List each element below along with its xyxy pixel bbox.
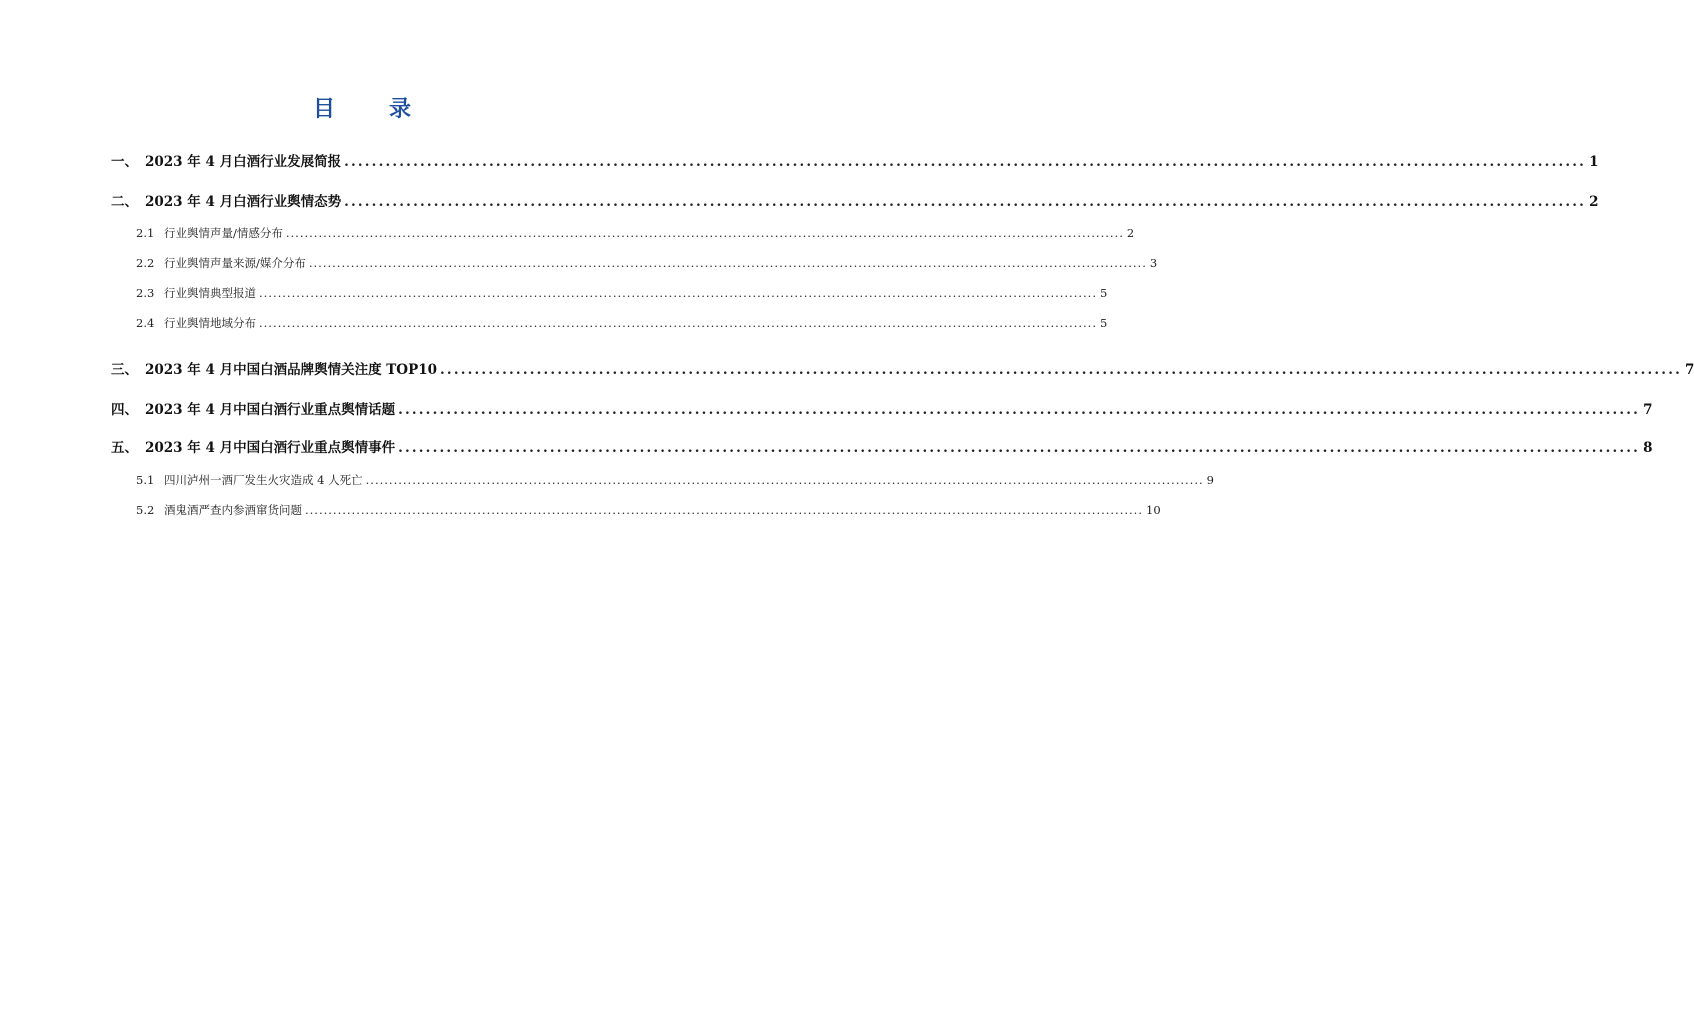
toc-entry-page: 5 bbox=[1100, 286, 1108, 300]
toc-entry-number: 四、 bbox=[111, 402, 138, 418]
toc-entry-label: 2023 年 4 月白酒行业发展简报 bbox=[145, 154, 342, 170]
toc-entry-page: 3 bbox=[1149, 256, 1158, 270]
toc-leader-dots: .................................................................................................................................................................................... bbox=[305, 503, 1143, 517]
toc-entry-number: 5.1 bbox=[136, 473, 155, 487]
toc-leader-dots: .................................................................................................................................................................................... bbox=[398, 402, 1641, 418]
toc-entry-5-2[interactable] bbox=[136, 502, 1161, 518]
toc-entry-number: 三、 bbox=[111, 362, 138, 378]
toc-entry-label: 四川泸州一酒厂发生火灾造成 4 人死亡 bbox=[164, 473, 363, 487]
toc-entry-label: 行业舆情地域分布 bbox=[164, 316, 256, 330]
toc-entry-number: 2.3 bbox=[136, 286, 155, 300]
toc-leader-dots: .................................................................................................................................................................................... bbox=[259, 316, 1097, 330]
toc-entry-number: 5.2 bbox=[136, 503, 155, 517]
toc-entry-label: 2023 年 4 月白酒行业舆情态势 bbox=[145, 194, 342, 210]
toc-entry-5[interactable] bbox=[111, 436, 1653, 456]
toc-entry-2-2[interactable] bbox=[136, 255, 1158, 271]
toc-entry-1[interactable] bbox=[111, 150, 1599, 170]
toc-entry-page: 9 bbox=[1206, 473, 1214, 487]
toc-entry-label: 2023 年 4 月中国白酒品牌舆情关注度 TOP10 bbox=[145, 362, 438, 378]
toc-entry-number: 五、 bbox=[111, 440, 138, 456]
toc-entry-page: 8 bbox=[1643, 440, 1653, 456]
toc-entry-page: 5 bbox=[1100, 316, 1108, 330]
toc-entry-2[interactable] bbox=[111, 190, 1599, 210]
toc-entry-label: 2023 年 4 月中国白酒行业重点舆情事件 bbox=[145, 440, 396, 456]
toc-entry-page: 2 bbox=[1126, 226, 1135, 240]
toc-leader-dots: .................................................................................................................................................................................... bbox=[308, 256, 1147, 270]
toc-leader-dots: .................................................................................................................................................................................... bbox=[344, 154, 1587, 170]
toc-leader-dots: .................................................................................................................................................................................... bbox=[398, 440, 1641, 456]
toc-leader-dots: .................................................................................................................................................................................... bbox=[365, 473, 1204, 487]
toc-leader-dots: .................................................................................................................................................................................... bbox=[344, 194, 1587, 210]
toc-entry-label: 行业舆情声量来源/媒介分布 bbox=[164, 256, 306, 270]
toc-entry-number: 2.2 bbox=[136, 256, 155, 270]
toc-entry-label: 2023 年 4 月中国白酒行业重点舆情话题 bbox=[145, 402, 396, 418]
toc-entry-4[interactable] bbox=[111, 398, 1653, 418]
toc-entry-number: 2.4 bbox=[136, 316, 155, 330]
toc-entry-3[interactable] bbox=[111, 358, 1694, 378]
toc-entry-2-4[interactable] bbox=[136, 315, 1108, 331]
toc-entry-number: 2.1 bbox=[136, 226, 155, 240]
toc-entry-2-3[interactable] bbox=[136, 285, 1108, 301]
toc-entry-number: 一、 bbox=[111, 154, 138, 170]
toc-entry-page: 1 bbox=[1589, 154, 1599, 170]
toc-entry-page: 7 bbox=[1643, 402, 1653, 418]
toc-entry-label: 酒鬼酒严查内参酒窜货问题 bbox=[164, 503, 302, 517]
toc-entry-label: 行业舆情声量/情感分布 bbox=[164, 226, 283, 240]
toc-entry-5-1[interactable] bbox=[136, 472, 1214, 488]
toc-leader-dots: .................................................................................................................................................................................... bbox=[440, 362, 1683, 378]
toc-entry-page: 2 bbox=[1589, 194, 1599, 210]
toc-entry-page: 10 bbox=[1146, 503, 1161, 517]
toc-leader-dots: .................................................................................................................................................................................... bbox=[259, 286, 1097, 300]
toc-entry-number: 二、 bbox=[111, 194, 138, 210]
toc-leader-dots: .................................................................................................................................................................................... bbox=[285, 226, 1124, 240]
toc-title: 目 录 bbox=[312, 96, 427, 122]
toc-entry-2-1[interactable] bbox=[136, 225, 1135, 241]
toc-entry-page: 7 bbox=[1685, 362, 1694, 378]
toc-entry-label: 行业舆情典型报道 bbox=[164, 286, 256, 300]
